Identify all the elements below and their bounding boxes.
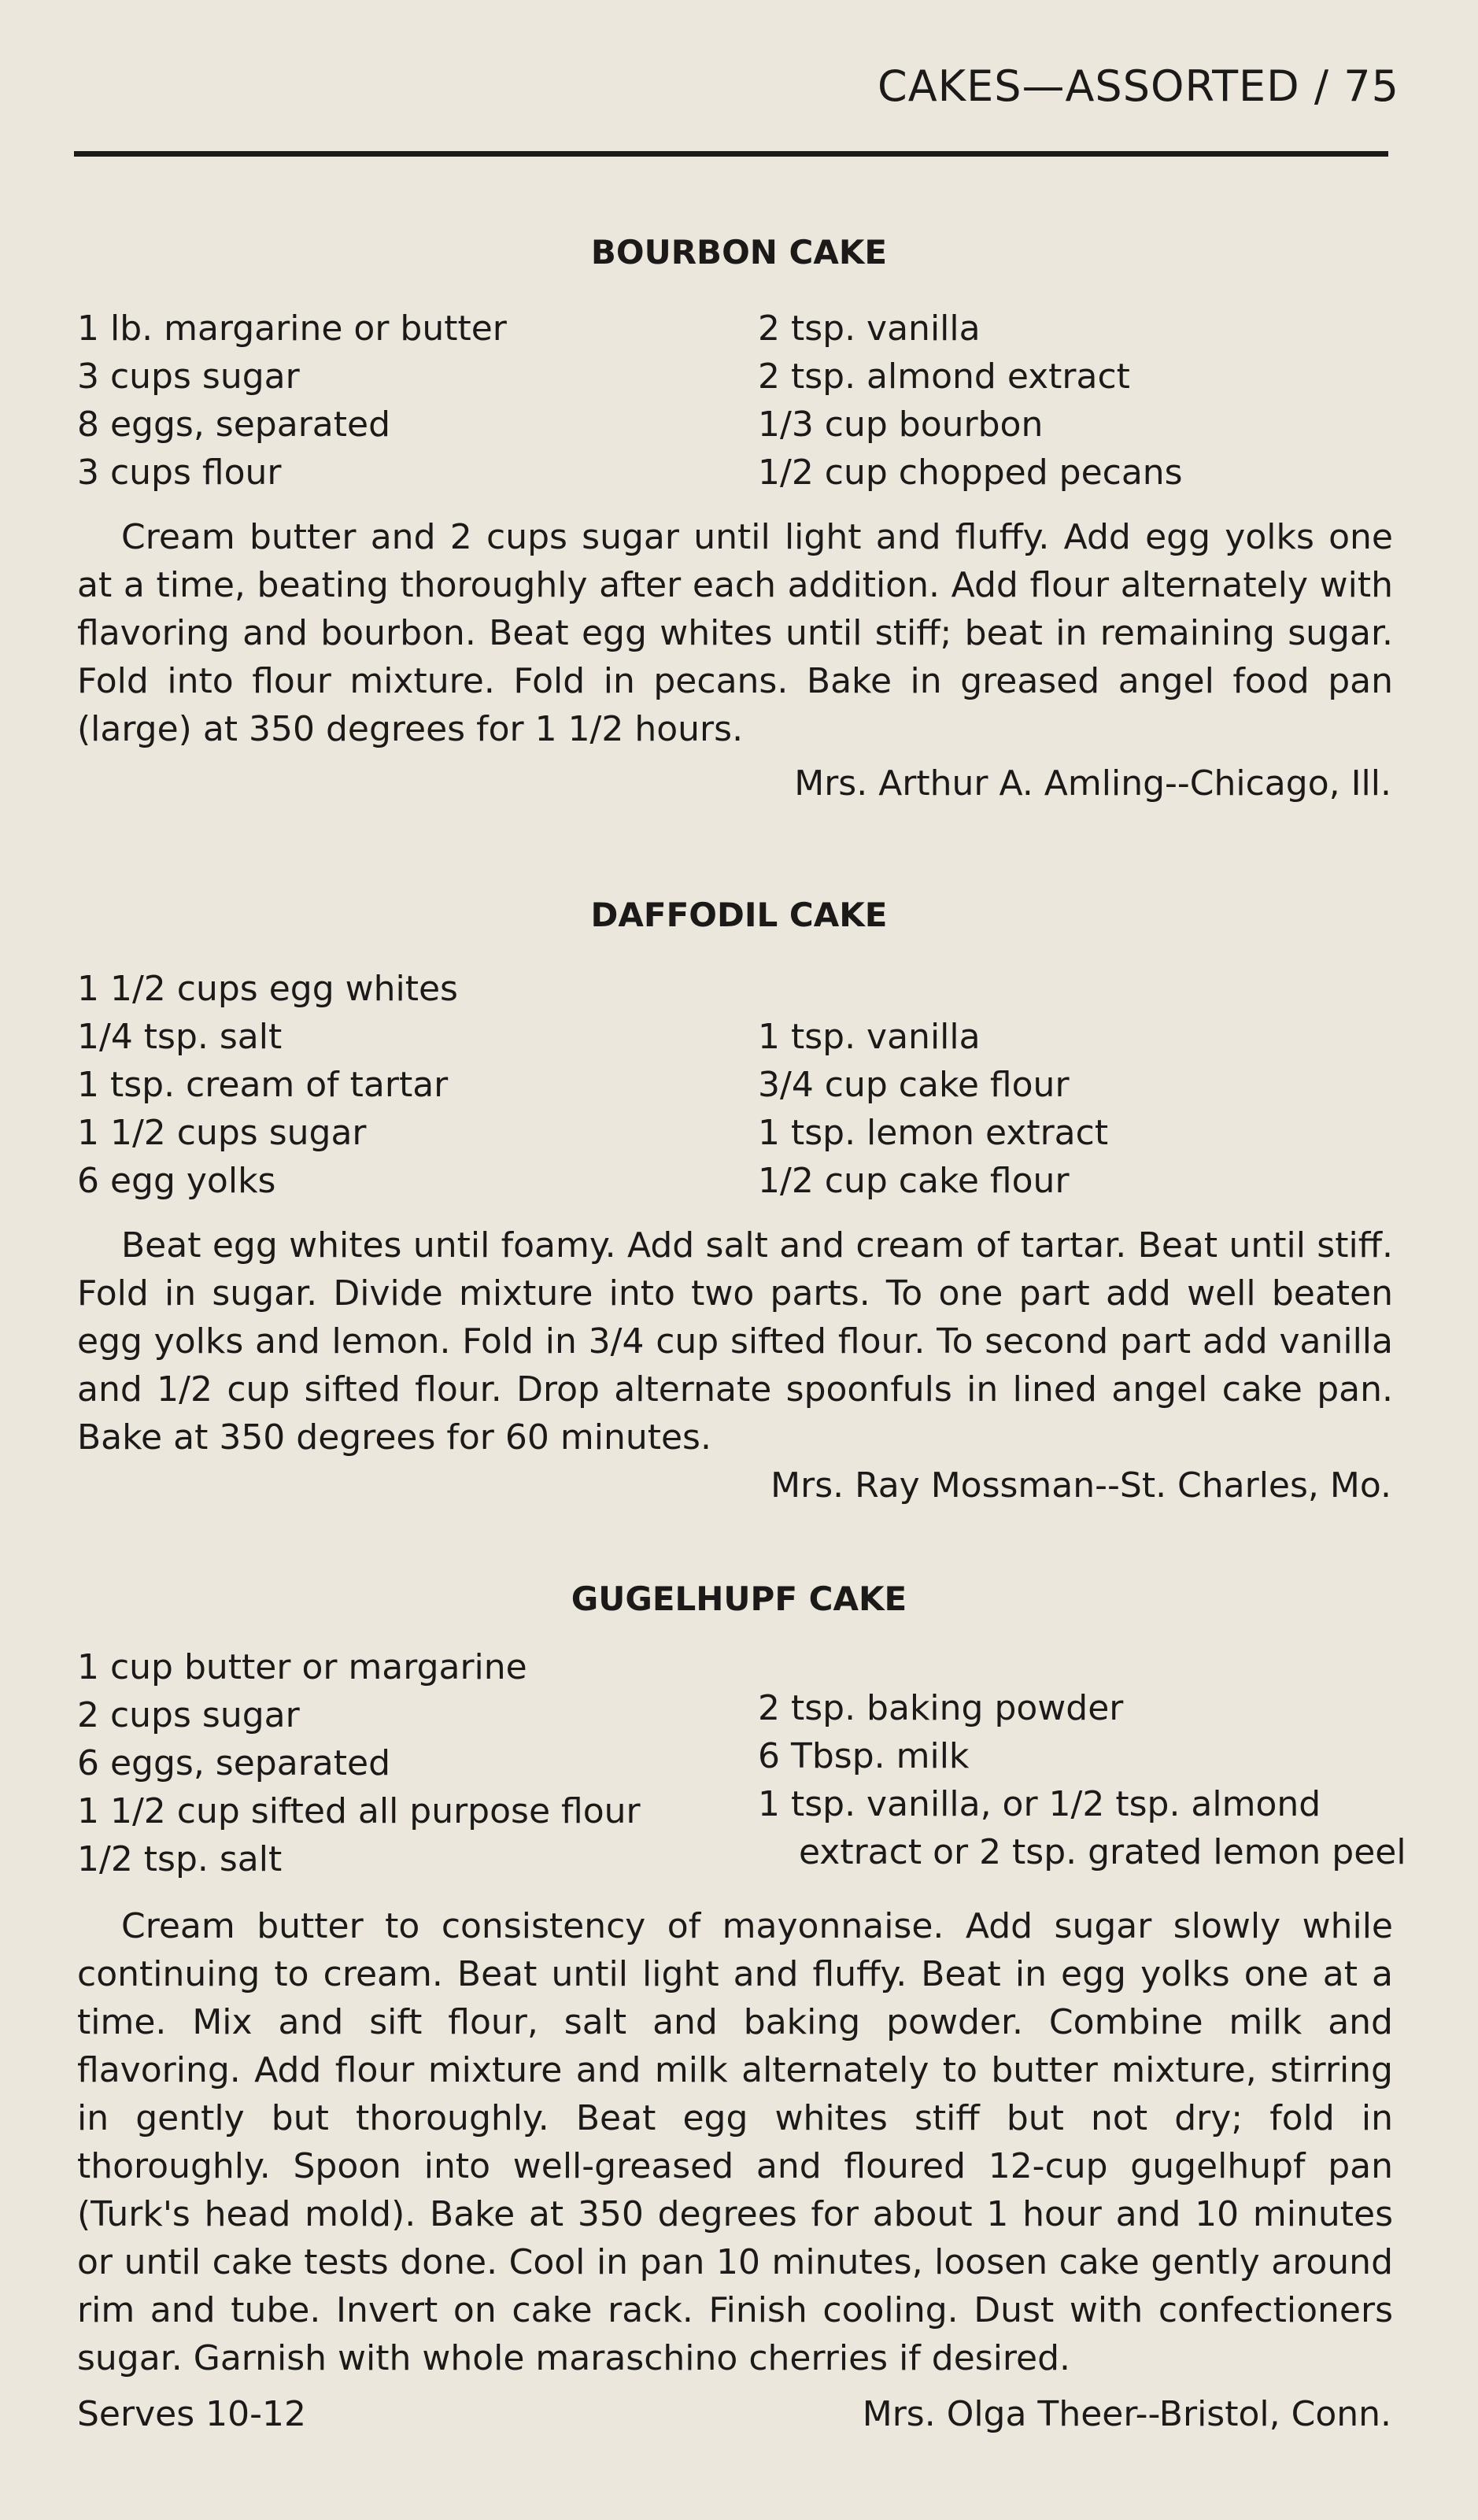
header-rule	[74, 151, 1388, 157]
ingredient-line: 1 1/2 cups egg whites	[77, 969, 458, 1009]
ingredients-right-gugelhupf	[758, 1684, 1406, 1876]
ingredient-line: extract or 2 tsp. grated lemon peel	[799, 1832, 1406, 1872]
ingredient-line: 2 tsp. baking powder	[758, 1688, 1124, 1728]
ingredient-line: 1 lb. margarine or butter	[77, 309, 507, 349]
ingredient-line: 1 tsp. vanilla, or 1/2 tsp. almond	[758, 1784, 1321, 1824]
ingredient-line: 1 1/2 cups sugar	[77, 1113, 367, 1153]
ingredients-right-daffodil	[758, 1013, 1108, 1205]
directions-gugelhupf: Cream butter to consistency of mayonnaise. Add sugar slowly while continuing to cream. Beat until light and fluffy. Beat in egg yolks one at a time. Mix and sift flour, salt and baking powder. Combine milk and flavoring. Add flour mixture and milk alternately to butter mixture, stirring in gently but thoroughly. Beat egg whites stiff but not dry; fold in thoroughly. Spoon into well-greased and floured 12-cup gugelhupf pan (Turk's head mold). Bake at 350 degrees for about 1 hour and 10 minutes or until cake tests done. Cool in pan 10 minutes, loosen cake gently around rim and tube. Invert on cake rack. Finish cooling. Dust with confectioners sugar. Garnish with whole maraschino cherries if desired.	[77, 1906, 1393, 2378]
recipe-title-bourbon: BOURBON CAKE	[590, 233, 888, 272]
ingredient-line: 1 tsp. lemon extract	[758, 1113, 1109, 1153]
attribution-gugelhupf: Mrs. Olga Theer--Bristol, Conn.	[862, 2394, 1391, 2434]
ingredient-line: 2 tsp. almond extract	[758, 357, 1130, 397]
attribution-bourbon: Mrs. Arthur A. Amling--Chicago, Ill.	[794, 763, 1391, 804]
ingredient-line: 1/4 tsp. salt	[77, 1017, 283, 1057]
directions-bourbon: Cream butter and 2 cups sugar until light and fluffy. Add egg yolks one at a time, beating thoroughly after each addition. Add flour alternately with flavoring and bourbon. Beat egg whites until stiff; beat in remaining sugar. Fold into flour mixture. Fold in pecans. Bake in greased angel food pan (large) at 350 degrees for 1 1/2 hours.	[77, 517, 1393, 749]
serves-gugelhupf: Serves 10-12	[77, 2394, 306, 2434]
ingredient-line: 1/3 cup bourbon	[758, 405, 1044, 445]
ingredient-line: 6 egg yolks	[77, 1161, 276, 1201]
ingredient-line: 1 tsp. vanilla	[758, 1017, 981, 1057]
attribution-daffodil: Mrs. Ray Mossman--St. Charles, Mo.	[770, 1465, 1391, 1506]
ingredients-left-daffodil	[77, 965, 458, 1205]
ingredient-line: 3 cups flour	[77, 453, 282, 493]
ingredient-line: 1/2 cup chopped pecans	[758, 453, 1183, 493]
ingredient-line: 6 eggs, separated	[77, 1743, 390, 1783]
ingredient-line: 3/4 cup cake flour	[758, 1065, 1070, 1105]
ingredient-line: 1 tsp. cream of tartar	[77, 1065, 449, 1105]
recipe-title-daffodil: DAFFODIL CAKE	[590, 896, 888, 934]
running-head: CAKES—ASSORTED / 75	[878, 61, 1399, 111]
ingredients-right-bourbon	[758, 305, 1183, 497]
ingredient-line: 8 eggs, separated	[77, 405, 390, 445]
ingredient-line: 2 cups sugar	[77, 1695, 300, 1735]
ingredient-line: 6 Tbsp. milk	[758, 1736, 970, 1776]
ingredients-left-bourbon	[77, 305, 507, 497]
ingredient-line: 1 cup butter or margarine	[77, 1647, 527, 1687]
ingredients-left-gugelhupf	[77, 1643, 641, 1883]
ingredient-line: 3 cups sugar	[77, 357, 300, 397]
ingredient-line: 1 1/2 cup sifted all purpose flour	[77, 1791, 641, 1831]
recipe-title-gugelhupf: GUGELHUPF CAKE	[571, 1580, 907, 1618]
ingredient-line: 2 tsp. vanilla	[758, 309, 981, 349]
ingredient-line: 1/2 tsp. salt	[77, 1839, 283, 1879]
directions-daffodil: Beat egg whites until foamy. Add salt and cream of tartar. Beat until stiff. Fold in sugar. Divide mixture into two parts. To one part add well beaten egg yolks and lemon. Fold in 3/4 cup sifted flour. To second part add vanilla and 1/2 cup sifted flour. Drop alternate spoonfuls in lined angel cake pan. Bake at 350 degrees for 60 minutes.	[77, 1225, 1393, 1458]
ingredient-line: 1/2 cup cake flour	[758, 1161, 1070, 1201]
